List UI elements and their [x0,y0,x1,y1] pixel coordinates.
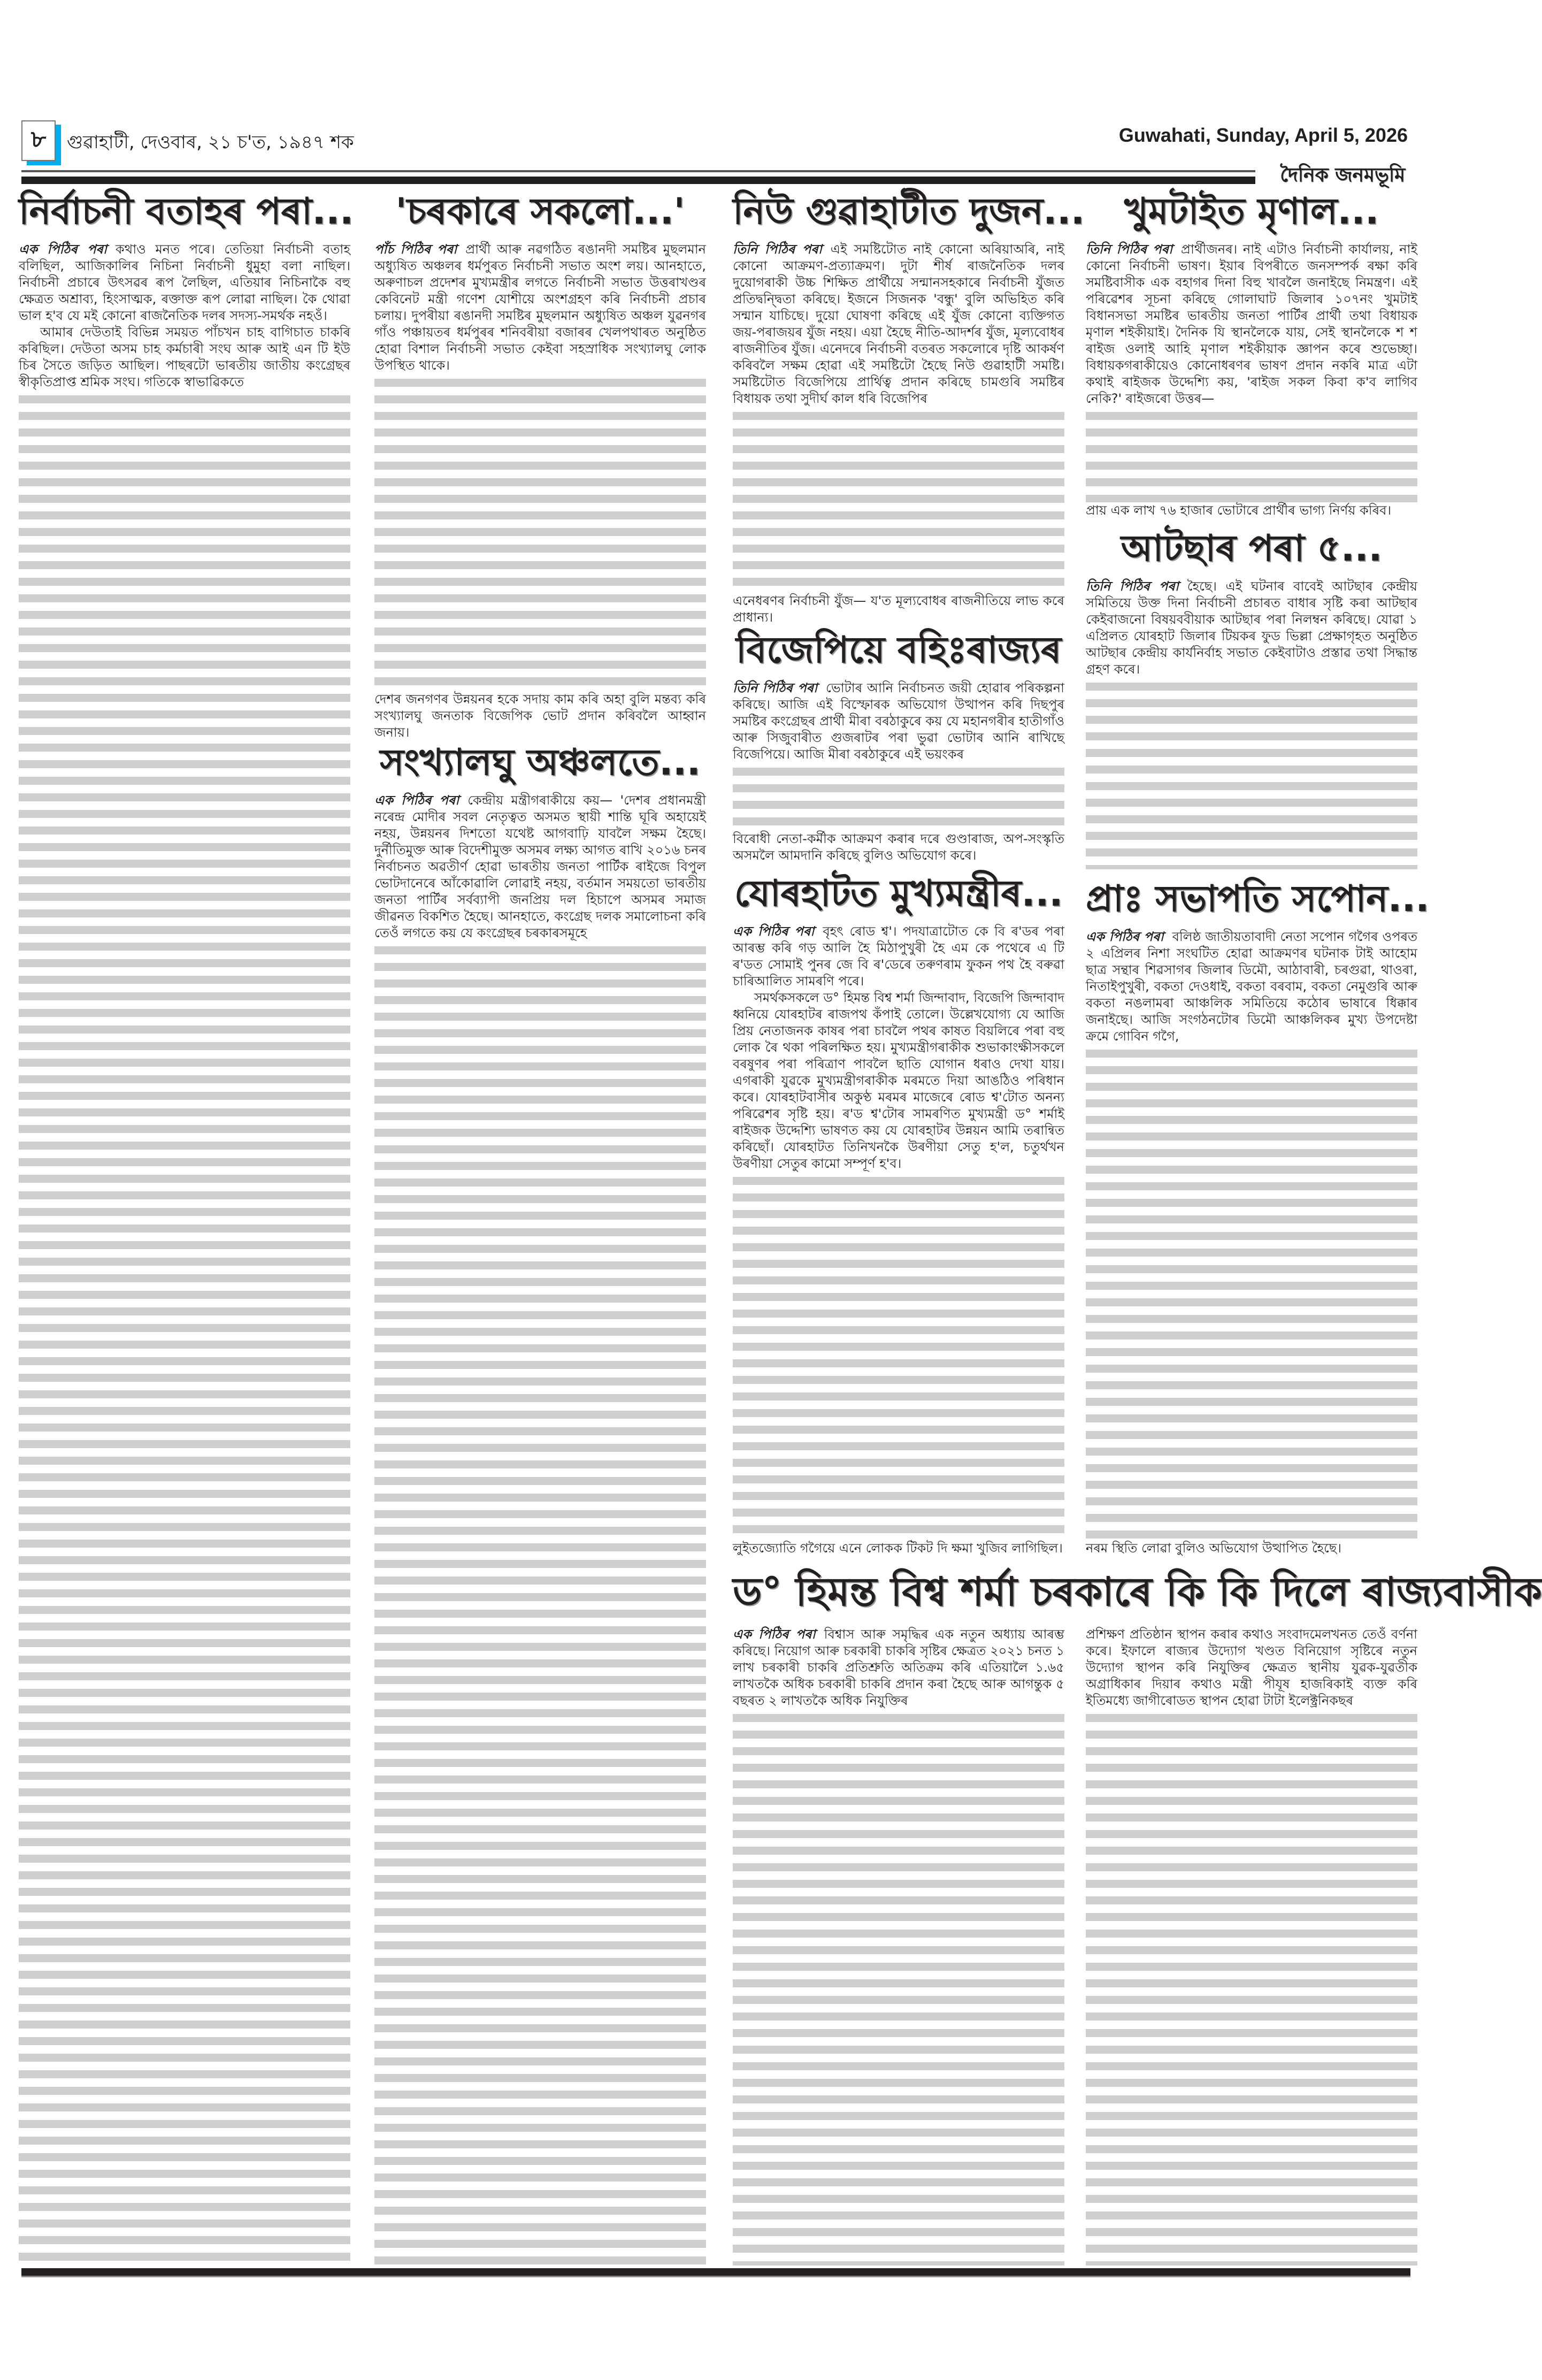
paragraph [374,241,706,374]
article-headline: যোৰহাটত মুখ্যমন্ত্ৰীৰ... [734,873,1063,915]
article-kicker: তিনি পিঠিৰ পৰা [733,680,818,695]
article-kicker: এক পিঠিৰ পৰা [733,1627,816,1642]
body-text-continuation [19,391,350,2268]
body-text-continuation [1086,1709,1417,2266]
article-a1 [19,190,354,2268]
article-headline: নিউ গুৱাহাটীত দুজন... [733,190,1085,233]
article-headline: সংখ্যালঘু অঞ্চলতে... [380,741,701,784]
paragraph [374,792,706,942]
masthead: দৈনিক জনমভূমি [1275,160,1410,193]
feature-headline: ড° হিমন্ত বিশ্ব শৰ্মা চৰকাৰে কি কি দিলে ৰাজ্যবাসীক [733,1569,1542,1615]
article-kicker: তিনি পিঠিৰ পৰা [733,242,822,257]
paragraph [1086,929,1417,1045]
article-kicker: এক পিঠিৰ পৰা [374,793,459,808]
feature-column-1 [733,1626,1064,2266]
article-kicker: পাঁচ পিঠিৰ পৰা [374,242,457,257]
paragraph-text: প্ৰাৰ্থীজনৰ। নাই এটাও নিৰ্বাচনী কাৰ্যালয়, নাই কোনো নিৰ্বাচনী ভাষণ। ইয়াৰ বিপৰীতে জনসম্পৰ্ক ৰক্ষা কৰি সমষ্টিবাসীক এক বহাগৰ দিনা বিহু খাবলৈ জনাইছে নিমন্ত্ৰণ। এই পৰিৱেশৰ সূচনা কৰিছে গোলাঘাট জিলাৰ ১০৭নং খুমটাই বিধানসভা সমষ্টিৰ ভাৰতীয় জনতা পাৰ্টিৰ প্ৰাৰ্থী তথা বিধায়ক মৃণাল শইকীয়াই। দৈনিক যি স্থানলৈকে যায়, সেই স্থানলৈকে শ শ ৰাইজ ওলাই আহি মৃণাল শইকীয়াক জ্ঞাপন কৰে শুভেচ্ছা। বিধায়কগৰাকীয়েও কোনোধৰণৰ ভাষণ প্ৰদান নকৰি মাত্ৰ এটা কথাই ৰাইজক উদ্দেশ্যি কয়, 'ৰাইজ সকল কিবা ক'ব লাগিব নেকি?' ৰাইজৰো উত্তৰ— [1086,242,1417,406]
paragraph-text: ভোটাৰ আনি নিৰ্বাচনত জয়ী হোৱাৰ পৰিকল্পনা কৰিছে। আজি এই বিস্ফোৰক অভিযোগ উত্থাপন কৰি দিছপুৰ সমষ্টিৰ কংগ্ৰেছৰ প্ৰাৰ্থী মীৰা বৰঠাকুৰে কয় যে মহানগৰীৰ হাতীগাঁও আৰু সিজুবাৰীত গুজৰাটৰ পৰা ভুৱা ভোটাৰ আনি ৰাখিছে বিজেপিয়ে। আজি মীৰা বৰঠাকুৰে এই ভয়ংকৰ [733,680,1064,762]
article-headline: খুমটাইত মৃণাল... [1124,190,1379,233]
paragraph-text: প্ৰাৰ্থী আৰু নৱগঠিত ৰঙানদী সমষ্টিৰ মুছলমান অধ্যুষিত অঞ্চলৰ ধৰ্মপুৰত নিৰ্বাচনী সভাত অংশ লয়। আনহাতে, অৰুণাচল প্ৰদেশৰ মুখ্যমন্ত্ৰীৰ লগতে নিৰ্বাচনী সভাত উত্তৰাখণ্ডৰ কেবিনেট মন্ত্ৰী গণেশ যোশীয়ে অংশগ্ৰহণ কৰি নিৰ্বাচনী প্ৰচাৰ চলায়। দুপৰীয়া ৰঙানদী সমষ্টিৰ মুছলমান অধ্যুষিত অঞ্চল যুৱনগৰ গাঁও পঞ্চায়তৰ ধৰ্মপুৰৰ শনিবৰীয়া বজাৰৰ খেলপথাৰত অনুষ্ঠিত হোৱা বিশাল নিৰ্বাচনী সভাত কেইবা সহস্ৰাধিক সংখ্যালঘু লোক উপস্থিত থাকে। [374,242,707,373]
article-headline: আটছাৰ পৰা ৫... [1121,527,1383,570]
paragraph [19,241,350,324]
article-body [1086,578,1417,869]
date-assamese: গুৱাহাটী, দেওবাৰ, ২১ চ'ত, ১৯৪৭ শক [67,132,354,153]
article-a8 [1086,527,1417,869]
article-a6 [733,872,1064,1557]
paragraph-text: আমাৰ দেউতাই বিভিন্ন সময়ত পাঁচখন চাহ বাগিচাত চাকৰি কৰিছিল। দেউতা অসম চাহ কৰ্মচাৰী সংঘ আৰু আই এন টি ইউ চিৰ সৈতে জড়িত আছিল। পাছৰটো ভাৰতীয় জাতীয় কংগ্ৰেছৰ স্বীকৃতিপ্ৰাপ্ত শ্ৰমিক সংঘ। গতিকে স্বাভাৱিকতে [19,325,350,389]
article-headline: প্ৰাঃ সভাপতি সপোন... [1086,878,1430,920]
article-headline: 'চৰকাৰে সকলো...' [395,190,685,233]
paragraph-text: এই সমষ্টিটোত নাই কোনো অৰিয়াঅৰি, নাই কোনো আক্ৰমণ-প্ৰত্যাক্ৰমণ। দুটা শীৰ্ষ ৰাজনৈতিক দলৰ দুয়োগৰাকী উচ্চ শিক্ষিত প্ৰাৰ্থীয়ে সন্মানসহকাৰে নিৰ্বাচনী যুঁজত প্ৰতিদ্বন্দ্বিতা কৰিছে। ইজনে সিজনক 'বন্ধু' বুলি অভিহিত কৰি সন্মান যাচিছে। দুয়ো ঘোষণা কৰিছে এই যুঁজ কোনো ব্যক্তিগত জয়-পৰাজয়ৰ যুঁজ নহয়। এয়া হৈছে নীতি-আদৰ্শৰ যুঁজ, মূল্যবোধৰ ৰাজনীতিৰ যুঁজ। এনেদৰে নিৰ্বাচনী বতৰত সকলোৰে দৃষ্টি আকৰ্ষণ কৰিবলৈ সক্ষম হোৱা এই সমষ্টিটো হৈছে নিউ গুৱাহাটী সমষ্টি। সমষ্টিটোত বিজেপিয়ে প্ৰাৰ্থিত্ব প্ৰদান কৰিছে চামগুৰি সমষ্টিৰ বিধায়ক তথা সুদীৰ্ঘ কাল ধৰি বিজেপিৰ [733,242,1064,406]
paragraph [1086,241,1417,407]
article-closing-line: নৰম স্থিতি লোৱা বুলিও অভিযোগ উত্থাপিত হৈছে। [1086,1541,1341,1556]
article-headline: নিৰ্বাচনী বতাহৰ পৰা... [19,190,354,233]
paragraph [1086,578,1417,678]
article-kicker: এক পিঠিৰ পৰা [1086,929,1164,944]
body-text-continuation [733,763,1064,831]
header-rule-thick [21,177,1255,184]
paragraph [733,241,1064,407]
article-a4 [733,190,1085,626]
article-closing-line: বিৰোধী নেতা-কৰ্মীক আক্ৰমণ কৰাৰ দৰে গুণ্ডাৰাজ, অপ-সংস্কৃতি অসমলৈ আমদানি কৰিছে বুলিও অভিযোগ কৰে। [733,831,1064,863]
article-closing-line: দেশৰ জনগণৰ উন্নয়নৰ হকে সদায় কাম কৰি অহা বুলি মন্তব্য কৰি সংখ্যালঘু জনতাক বিজেপিক ভোট প্ৰদান কৰিবলৈ আহ্বান জনায়। [374,692,706,740]
article-kicker: এক পিঠিৰ পৰা [19,242,107,257]
body-text-continuation [374,942,706,2268]
paragraph-text: বলিষ্ঠ জাতীয়তাবাদী নেতা সপোন গগৈৰ ওপৰত ২ এপ্ৰিলৰ নিশা সংঘটিত হোৱা আক্ৰমণৰ ঘটনাক টাই আহোম ছাত্ৰ সন্থাৰ শিৱসাগৰ জিলাৰ ডিমৌ, আঠাবাৰী, চৰগুৱা, থাওৰা, নিতাইপুখুৰী, বকতা দেওধাই, বকতা বৰবাম, বকতা নেমুগুৰি আৰু বকতা নঙলামৰা আঞ্চলিক সমিতিয়ে কঠোৰ ভাষাৰে ধিক্কাৰ জনাইছে। আজি সংগঠনটোৰ ডিমৌ আঞ্চলিকৰ মুখ্য উপদেষ্টা ক্ৰমে গোবিন গগৈ, [1086,929,1418,1044]
article-body [1086,929,1417,1557]
article-kicker: তিনি পিঠিৰ পৰা [1086,579,1179,594]
paragraph [733,923,1064,990]
paragraph-text: কথাও মনত পৰে। তেতিয়া নিৰ্বাচনী বতাহ বলিছিল, আজিকালিৰ নিচিনা নিৰ্বাচনী ধুমুহা বলা নাছিল। নিৰ্বাচনী প্ৰচাৰে উৎসৱৰ ৰূপ লৈছিল, এতিয়াৰ নিচিনাকৈ বহু ক্ষেত্ৰত অশ্ৰাব্য, হিংসাত্মক, ৰক্তাক্ত ৰূপ লোৱা নাছিল। কৈ থোৱা ভাল হ'ব যে মই কোনো ৰাজনৈতিক দলৰ সদস্য-সমৰ্থক নহওঁ। [19,242,350,323]
article-body [374,241,706,741]
paragraph-text: হৈছে। এই ঘটনাৰ বাবেই আটছাৰ কেন্দ্ৰীয় সমিতিয়ে উক্ত দিনা নিৰ্বাচনী প্ৰচাৰত বাধাৰ সৃষ্টি কৰা আটছাৰ কেইবাজনো বিষয়ববীয়াক আটছাৰ পৰা নিলম্বন কৰিছে। যোৱা ১ এপ্ৰিলত যোৰহাট জিলাৰ টিয়কৰ ফুড ভিল্লা প্ৰেক্ষাগৃহত অনুষ্ঠিত আটছাৰ কেন্দ্ৰীয় কাৰ্যনিৰ্বাহ সভাত কেইবাটাও প্ৰস্তাৱ তথা সিদ্ধান্ত গ্ৰহণ কৰে। [1086,579,1418,677]
article-a5 [733,629,1064,864]
header-rule-thin [21,170,1255,172]
article-closing-line: এনেধৰণৰ নিৰ্বাচনী যুঁজ— য'ত মূল্যবোধৰ ৰাজনীতিয়ে লাভ কৰে প্ৰাধান্য। [733,593,1064,625]
article-a7 [1086,190,1417,519]
article-body [733,680,1064,864]
article-body [1086,241,1417,519]
article-a2 [374,190,706,741]
paragraph-text: কেন্দ্ৰীয় মন্ত্ৰীগৰাকীয়ে কয়— 'দেশৰ প্ৰধানমন্ত্ৰী নৰেন্দ্ৰ মোদীৰ সবল নেতৃত্বত অসমত স্থায়ী শান্তি ঘূৰি অহায়েই নহয়, উন্নয়নৰ দিশতো যথেষ্ট আগবাঢ়ি যাবলৈ সক্ষম হৈছে। দুৰ্নীতিমুক্ত আৰু বিদেশীমুক্ত অসমৰ লক্ষ্য আগত ৰাখি ২০১৬ চনৰ নিৰ্বাচনত অৱতীৰ্ণ হোৱা ভাৰতীয় জনতা পাৰ্টিক ৰাইজে বিপুল ভোটদানেৰে আঁকোৱালি লোৱাই নহয়, বৰ্তমান সময়তো ভাৰতীয় জনতা পাৰ্টিৰ সৰ্বব্যাপী জনপ্ৰিয় দল হিচাপে অসমৰ সমাজ জীৱনত বিকশিত হৈছে। আনহাতে, কংগ্ৰেছ দলক সমালোচনা কৰি তেওঁ লগতে কয় যে কংগ্ৰেছৰ চৰকাৰসমূহে [374,793,707,940]
article-body [19,241,350,2268]
body-text-continuation [733,1709,1064,2266]
feature-column-2 [1086,1626,1417,2266]
article-a3 [374,741,706,2268]
body-text-continuation [1086,1045,1417,1540]
article-closing-line: প্ৰায় এক লাখ ৭৬ হাজাৰ ভোটাৰে প্ৰাৰ্থীৰ ভাগ্য নিৰ্ণয় কৰিব। [1086,503,1392,518]
paragraph [733,990,1064,1172]
article-kicker: তিনি পিঠিৰ পৰা [1086,242,1173,257]
paragraph [19,324,350,391]
paragraph-text: বৃহৎ ৰোড শ্ব'। পদযাত্ৰাটোত কে বি ৰ'ডৰ পৰা আৰম্ভ কৰি গড় আলি হৈ মিঠাপুখুৰী হৈ এম কে পথেৰে এ টি ৰ'ডত সোমাই পুনৰ জে বি ৰ'ডেৰে তৰুণৰাম ফুকন পথ হৈ বৰুৱা চাৰিআলিত সামৰণি পৰে। [733,924,1064,989]
page-number: ৮ [21,120,56,161]
article-body [733,241,1064,626]
article-body [374,792,706,2268]
article-a9 [1086,877,1430,1557]
article-kicker: এক পিঠিৰ পৰা [733,924,815,939]
date-english: Guwahati, Sunday, April 5, 2026 [1118,124,1408,146]
paragraph: বিশ্বাস আৰু সমৃদ্ধিৰ এক নতুন অধ্যায় আৰম্ভ কৰিছে। নিয়োগ আৰু চৰকাৰী চাকৰি সৃষ্টিৰ ক্ষেত্ৰত ২০২১ চনত ১ লাখ চৰকাৰী চাকৰি প্ৰতিশ্ৰুতি অতিক্ৰম কৰি এতিয়ালৈ ১.৬৫ লাখতকৈ অধিক চৰকাৰী চাকৰি প্ৰদান কৰা হৈছে আৰু আগন্তুক ৫ বছৰত ২ লাখতকৈ অধিক নিযুক্তিৰ [733,1627,1064,1708]
footer-rule [21,2268,1410,2277]
body-text-continuation [374,374,706,691]
body-text-continuation [733,407,1064,593]
paragraph-text: সমৰ্থকসকলে ড° হিমন্ত বিশ্ব শৰ্মা জিন্দাবাদ, বিজেপি জিন্দাবাদ ধ্বনিয়ে যোৰহাটৰ ৰাজপথ কঁপাই তোলে। উল্লেখযোগ্য যে আজি প্ৰিয় নেতাজনক কাষৰ পৰা চাবলৈ পথৰ কাষত বিয়লিৰে পৰা বহু লোক ৰৈ থকা পৰিলক্ষিত হয়। মুখ্যমন্ত্ৰীগৰাকীক শুভাকাংক্ষীসকলে বৰষুণৰ পৰা পৰিত্ৰাণ পাবলৈ ছাতি যোগান ধৰাও দেখা যায়। এগৰাকী যুৱকে মুখ্যমন্ত্ৰীগৰাকীক মৰমতে দিয়া আঙঠিও পৰিধান কৰে। যোৰহাটবাসীৰ অকুণ্ঠ মৰমৰ মাজেৰে ৰোড শ্ব'টোত অনন্য পৰিৱেশৰ সৃষ্টি হয়। ৰ'ড শ্ব'টোৰ সামৰণিত মুখ্যমন্ত্ৰী ড° শৰ্মাই ৰাইজক উদ্দেশ্যি ভাষণত কয় যে যোৰহাটৰ উন্নয়ন আমি তৰান্বিত কৰিছোঁ। যোৰহাটত তিনিখনকৈ উৰণীয়া সেতু হ'ল, চতুৰ্থখন উৰণীয়া সেতুৰ কামো সম্পূৰ্ণ হ'ব। [733,990,1064,1171]
body-text-continuation [733,1172,1064,1540]
body-text-continuation [1086,407,1417,502]
article-closing-line: লুইতজ্যোতি গগৈয়ে এনে লোকক টিকট দি ক্ষমা খুজিব লাগিছিল। [733,1541,1063,1556]
paragraph [733,680,1064,763]
paragraph: প্ৰশিক্ষণ প্ৰতিষ্ঠান স্থাপন কৰাৰ কথাও সংবাদমেলখনত তেওঁ বৰ্ণনা কৰে। ইফালে ৰাজ্যৰ উদ্যোগ খণ্ডত বিনিয়োগ সৃষ্টিৰে নতুন উদ্যোগ স্থাপন কৰি নিযুক্তিৰ ক্ষেত্ৰত স্থানীয় যুৱক-যুৱতীক অগ্ৰাধিকাৰ দিয়াৰ কথাও মন্ত্ৰী পীযূষ হাজৰিকাই ব্যক্ত কৰি ইতিমধ্যে জাগীৰোডত স্থাপন হোৱা টাটা ইলেক্ট্ৰনিকছৰ [1086,1627,1417,1708]
article-headline: বিজেপিয়ে বহিঃৰাজ্যৰ [735,629,1062,671]
body-text-continuation [1086,678,1417,869]
article-body [733,923,1064,1557]
